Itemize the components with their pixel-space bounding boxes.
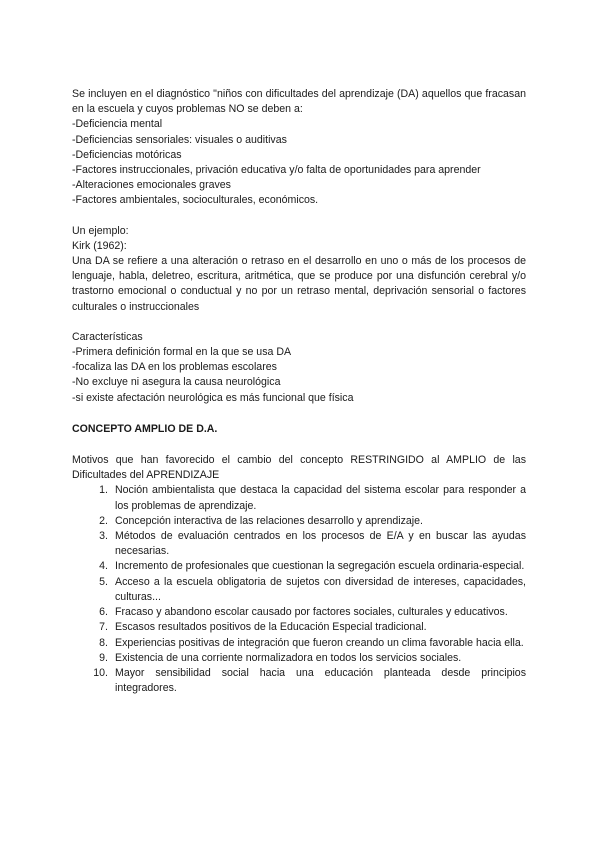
example-label: Un ejemplo: bbox=[72, 224, 129, 237]
spacer bbox=[72, 437, 526, 453]
list-item bbox=[89, 605, 526, 620]
reasons-list bbox=[72, 483, 526, 696]
example-definition: Una DA se refiere a una alteración o retraso en el desarrollo en uno o más de los procesos de lenguaje, habla, deletreo, escritura, aritmética, que se produce por una disfunción cerebral y/o trastorno emocional o conductual y no por un retraso mental, deprivación sensorial o factores culturales o instruccionales bbox=[72, 255, 526, 313]
characteristic-item: -No excluye ni asegura la causa neurológica bbox=[72, 376, 281, 389]
spacer bbox=[72, 315, 526, 330]
list-item bbox=[89, 666, 526, 696]
list-item-number: 8. bbox=[99, 636, 108, 649]
example-source: Kirk (1962): bbox=[72, 239, 127, 252]
list-item-text: Noción ambientalista que destaca la capacidad del sistema escolar para responder a los problemas de aprendizaje. bbox=[115, 484, 526, 512]
exclusion-item: -Deficiencia mental bbox=[72, 118, 163, 131]
characteristics-label: Características bbox=[72, 330, 143, 343]
list-item bbox=[89, 651, 526, 666]
list-item-text: Experiencias positivas de integración que fueron creando un clima favorable hacia ella. bbox=[115, 636, 524, 649]
exclusion-item: -Alteraciones emocionales graves bbox=[72, 179, 231, 192]
list-item-number: 4. bbox=[99, 560, 108, 573]
list-item bbox=[89, 636, 526, 651]
list-item-text: Escasos resultados positivos de la Educación Especial tradicional. bbox=[115, 621, 427, 634]
exclusion-item: -Deficiencias motóricas bbox=[72, 148, 182, 161]
characteristic-item: -Primera definición formal en la que se usa DA bbox=[72, 346, 292, 359]
exclusion-item: -Deficiencias sensoriales: visuales o auditivas bbox=[72, 133, 287, 146]
spacer bbox=[72, 406, 526, 422]
list-item-text: Acceso a la escuela obligatoria de sujetos con diversidad de intereses, capacidades, culturas... bbox=[115, 575, 526, 603]
section-intro: Motivos que han favorecido el cambio del concepto RESTRINGIDO al AMPLIO de las Dificultades del APRENDIZAJE bbox=[72, 454, 526, 482]
list-item bbox=[89, 620, 526, 635]
list-item-number: 9. bbox=[99, 651, 108, 664]
document-page bbox=[72, 87, 526, 696]
list-item-number: 3. bbox=[99, 530, 108, 543]
list-item-number: 10. bbox=[93, 666, 108, 679]
list-item bbox=[89, 529, 526, 559]
list-item-number: 6. bbox=[99, 606, 108, 619]
list-item bbox=[89, 559, 526, 574]
list-item-number: 2. bbox=[99, 514, 108, 527]
list-item bbox=[89, 575, 526, 605]
spacer bbox=[72, 209, 526, 224]
list-item-number: 5. bbox=[99, 575, 108, 588]
list-item-text: Mayor sensibilidad social hacia una educación planteada desde principios integradores. bbox=[115, 666, 526, 695]
list-item-number: 1. bbox=[99, 484, 108, 497]
intro-paragraph: Se incluyen en el diagnóstico "niños con dificultades del aprendizaje (DA) aquellos que fracasan en la escuela y cuyos problemas NO se deben a: bbox=[72, 88, 526, 116]
characteristic-item: -focaliza las DA en los problemas escolares bbox=[72, 361, 277, 374]
exclusion-item: -Factores ambientales, socioculturales, económicos. bbox=[72, 194, 319, 207]
list-item-text: Métodos de evaluación centrados en los procesos de E/A y en buscar las ayudas necesarias. bbox=[115, 530, 526, 558]
list-item bbox=[89, 514, 526, 529]
list-item-text: Fracaso y abandono escolar causado por factores sociales, culturales y educativos. bbox=[115, 606, 508, 619]
exclusion-item: -Factores instruccionales, privación educativa y/o falta de oportunidades para aprender bbox=[72, 164, 481, 177]
list-item-text: Incremento de profesionales que cuestionan la segregación escuela ordinaria-especial. bbox=[115, 560, 525, 573]
list-item-text: Concepción interactiva de las relaciones desarrollo y aprendizaje. bbox=[115, 514, 423, 527]
characteristic-item: -si existe afectación neurológica es más funcional que física bbox=[72, 391, 354, 404]
list-item-text: Existencia de una corriente normalizadora en todos los servicios sociales. bbox=[115, 651, 462, 664]
list-item-number: 7. bbox=[99, 621, 108, 634]
list-item bbox=[89, 483, 526, 513]
section-title: CONCEPTO AMPLIO DE D.A. bbox=[72, 422, 218, 435]
